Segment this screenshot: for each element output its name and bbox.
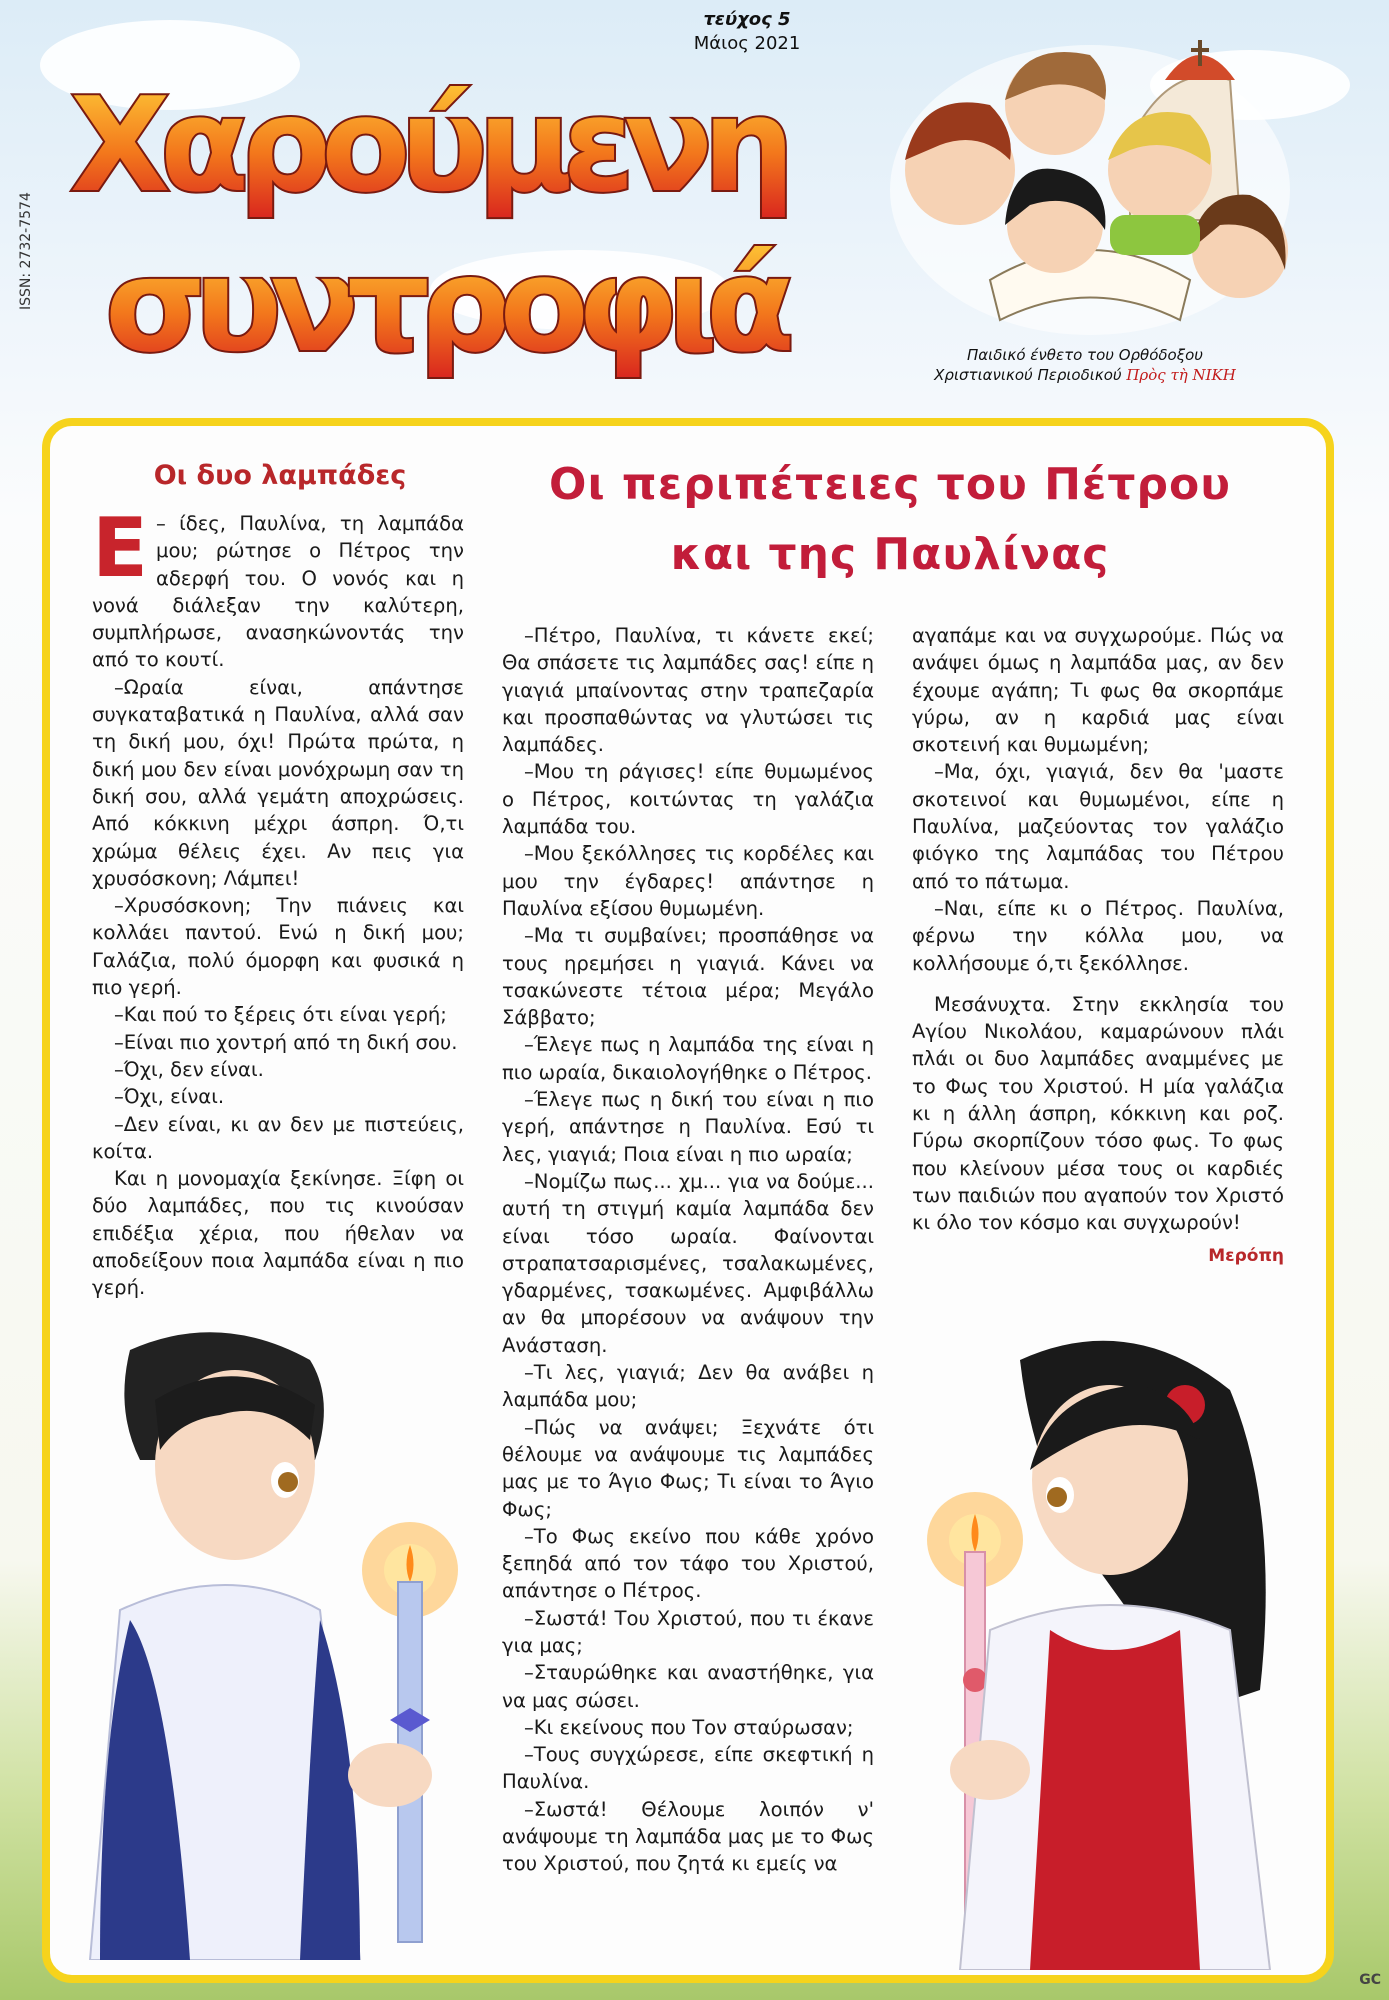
girl-with-candle-illustration	[900, 1330, 1320, 1970]
subtitle-line2-prefix: Χριστιανικού Περιοδικού	[934, 366, 1122, 384]
subtitle-magazine-name: Πρὸς τὴ ΝΙΚΗ	[1126, 366, 1236, 384]
issue-date: Μάιος 2021	[693, 33, 801, 54]
paragraph: –Νομίζω πως... χμ... για να δούμε... αυτή τη στιγμή καμία λαμπάδα δεν είναι τόσο ωραία. Φαίνονται στραπατσαρισμένες, τσαλακωμένες, γδαρμένες, τσακωμένες. Αμφιβάλλω αν θα μπορέσουν να ανάψουν την Ανάσταση.	[502, 1169, 874, 1357]
paragraph: –Έλεγε πως η λαμπάδα της είναι η πιο ωραία, δικαιολογήθηκε ο Πέτρος.	[502, 1033, 874, 1084]
boy-with-candle-illustration	[60, 1320, 500, 1960]
magazine-title	[60, 55, 820, 395]
paragraph: –Όχι, είναι.	[114, 1085, 225, 1109]
issue-number: τεύχος 5	[703, 9, 791, 30]
paragraph: –Σωστά! Θέλουμε λοιπόν ν' ανάψουμε τη λαμπάδα μας με το Φως του Χριστού, που ζητά κι εμείς να	[502, 1797, 874, 1876]
paragraph: –Χρυσόσκονη; Την πιάνεις και κολλάει παντού. Ενώ η δική μου; Γαλάζια, πολύ όμορφη και φυσικά η πιο γερή.	[92, 894, 464, 1000]
paragraph: Και η μονομαχία ξεκίνησε. Ξίφη οι δύο λαμπάδες, που τις κινούσαν επιδέξια χέρια, που ήθελαν να αποδείξουν ποια λαμπάδα είναι η πιο γερή.	[92, 1167, 464, 1300]
paragraph: –Κι εκείνους που Τον σταύρωσαν;	[524, 1715, 854, 1739]
paragraph: –Τους συγχώρεσε, είπε σκεφτική η Παυλίνα.	[502, 1743, 874, 1794]
column-3	[912, 622, 1284, 1270]
paragraph: –Τι λες, γιαγιά; Δεν θα ανάβει η λαμπάδα μου;	[502, 1361, 874, 1412]
paragraph: –Και πού το ξέρεις ότι είναι γερή;	[114, 1003, 447, 1027]
column-1	[92, 501, 464, 1302]
paragraph: –Μα, όχι, γιαγιά, δεν θα 'μαστε σκοτεινοί και θυμωμένοι, είπε η Παυλίνα, μαζεύοντας τον γαλάζιο φιόγκο της λαμπάδας του Πέτρου από το πάτωμα.	[912, 760, 1284, 893]
paragraph: –Σωστά! Του Χριστού, που τι έκανε για μας;	[502, 1606, 874, 1657]
author-signature: Μερόπη	[1208, 1245, 1284, 1266]
main-title-line2: και της Παυλίνας	[670, 529, 1110, 580]
magazine-title-line2: συντροφιά	[105, 229, 795, 381]
paragraph: –Ωραία είναι, απάντησε συγκαταβατικά η Παυλίνα, αλλά σαν τη δική μου, όχι! Πρώτα πρώτα, η δική μου δεν είναι μονόχρωμη σαν τη δική σου, αλλά γεμάτη αποχρώσεις. Από κόκκινη μέχρι άσπρη. Ό,τι χρώμα θέλεις έχει. Αν πεις για χρυσόσκονη; Λάμπει!	[92, 675, 464, 890]
issue-info	[682, 8, 812, 56]
main-title-line1: Οι περιπέτειες του Πέτρου	[549, 459, 1231, 510]
paragraph: αγαπάμε και να συγχωρούμε. Πώς να ανάψει όμως η λαμπάδα μας, αν δεν έχουμε αγάπη; Τι φως θα σκορπάμε γύρω, αν η καρδιά μας είναι σκοτεινή και θυμωμένη;	[912, 624, 1284, 757]
issn: ISSN: 2732-7574	[18, 192, 34, 310]
paragraph: –Σταυρώθηκε και αναστήθηκε, για να μας σώσει.	[502, 1661, 874, 1712]
magazine-title-line1: Χαρούμενη	[70, 69, 795, 221]
children-illustration	[880, 20, 1300, 340]
story-heading: Οι δυο λαμπάδες	[153, 460, 407, 491]
paragraph: –Είναι πιο χοντρή από τη δική σου.	[114, 1030, 458, 1054]
paragraph: –Το Φως εκείνο που κάθε χρόνο ξεπηδά από τον τάφο του Χριστού, απάντησε ο Πέτρος.	[502, 1524, 874, 1603]
paragraph: –Μα τι συμβαίνει; προσπάθησε να τους ηρεμήσει η γιαγιά. Κάνει να τσακώνεστε τέτοια μέρα; Μεγάλο Σάββατο;	[502, 924, 874, 1030]
subtitle-line2	[890, 365, 1280, 385]
paragraph: –Όχι, δεν είναι.	[114, 1057, 264, 1081]
paragraph: –Δεν είναι, κι αν δεν με πιστεύεις, κοίτα.	[92, 1112, 464, 1163]
column-2	[502, 622, 874, 1878]
subtitle-line1: Παιδικό ένθετο του Ορθόδοξου	[967, 346, 1203, 364]
main-title	[480, 450, 1300, 590]
paragraph: –Πώς να ανάψει; Ξεχνάτε ότι θέλουμε να ανάψουμε τις λαμπάδες μας με το Άγιο Φως; Τι είναι το Άγιο Φως;	[502, 1415, 874, 1521]
first-paragraph: – ίδες, Παυλίνα, τη λαμπάδα μου; ρώτησε ο Πέτρος την αδερφή του. Ο νονός και η νονά διάλεξαν την καλύτερη, συμπλήρωσε, ανασηκώνοντάς την από το κουτί.	[92, 512, 464, 672]
paragraph: –Μου ξεκόλλησες τις κορδέλες και μου την έγδαρες! απάντησε η Παυλίνα εξίσου θυμωμένη.	[502, 842, 874, 920]
subtitle	[890, 345, 1280, 385]
paragraph: –Πέτρο, Παυλίνα, τι κάνετε εκεί; Θα σπάσετε τις λαμπάδες σας! είπε η γιαγιά μπαίνοντας στην τραπεζαρία και προσπαθώντας να γλυτώσει τις λαμπάδες.	[502, 624, 874, 757]
footer-mark: GC	[1359, 1972, 1381, 1988]
epilogue: Μεσάνυχτα. Στην εκκλησία του Αγίου Νικολάου, καμαρώνουν πλάι πλάι οι δυο λαμπάδες αναμμένες με το Φως του Χριστού. Η μία γαλάζια κι η άλλη άσπρη, κόκκινη και ροζ. Γύρω σκορπίζουν τόσο φως. Το φως που κλείνουν μέσα τους οι καρδιές των παιδιών που αγαπούν τον Χριστό κι όλο τον κόσμο και συγχωρούν!	[912, 992, 1284, 1235]
drop-cap: Ε	[92, 501, 149, 596]
paragraph: –Έλεγε πως η δική του είναι η πιο γερή, απάντησε η Παυλίνα. Εσύ τι λες, γιαγιά; Ποια είναι η πιο ωραία;	[502, 1088, 874, 1166]
paragraph: –Μου τη ράγισες! είπε θυμωμένος ο Πέτρος, κοιτώντας τη γαλάζια λαμπάδα του.	[502, 760, 874, 839]
paragraph: –Ναι, είπε κι ο Πέτρος. Παυλίνα, φέρνω την κόλλα μου, να κολλήσουμε ό,τι ξεκόλλησε.	[912, 896, 1284, 975]
